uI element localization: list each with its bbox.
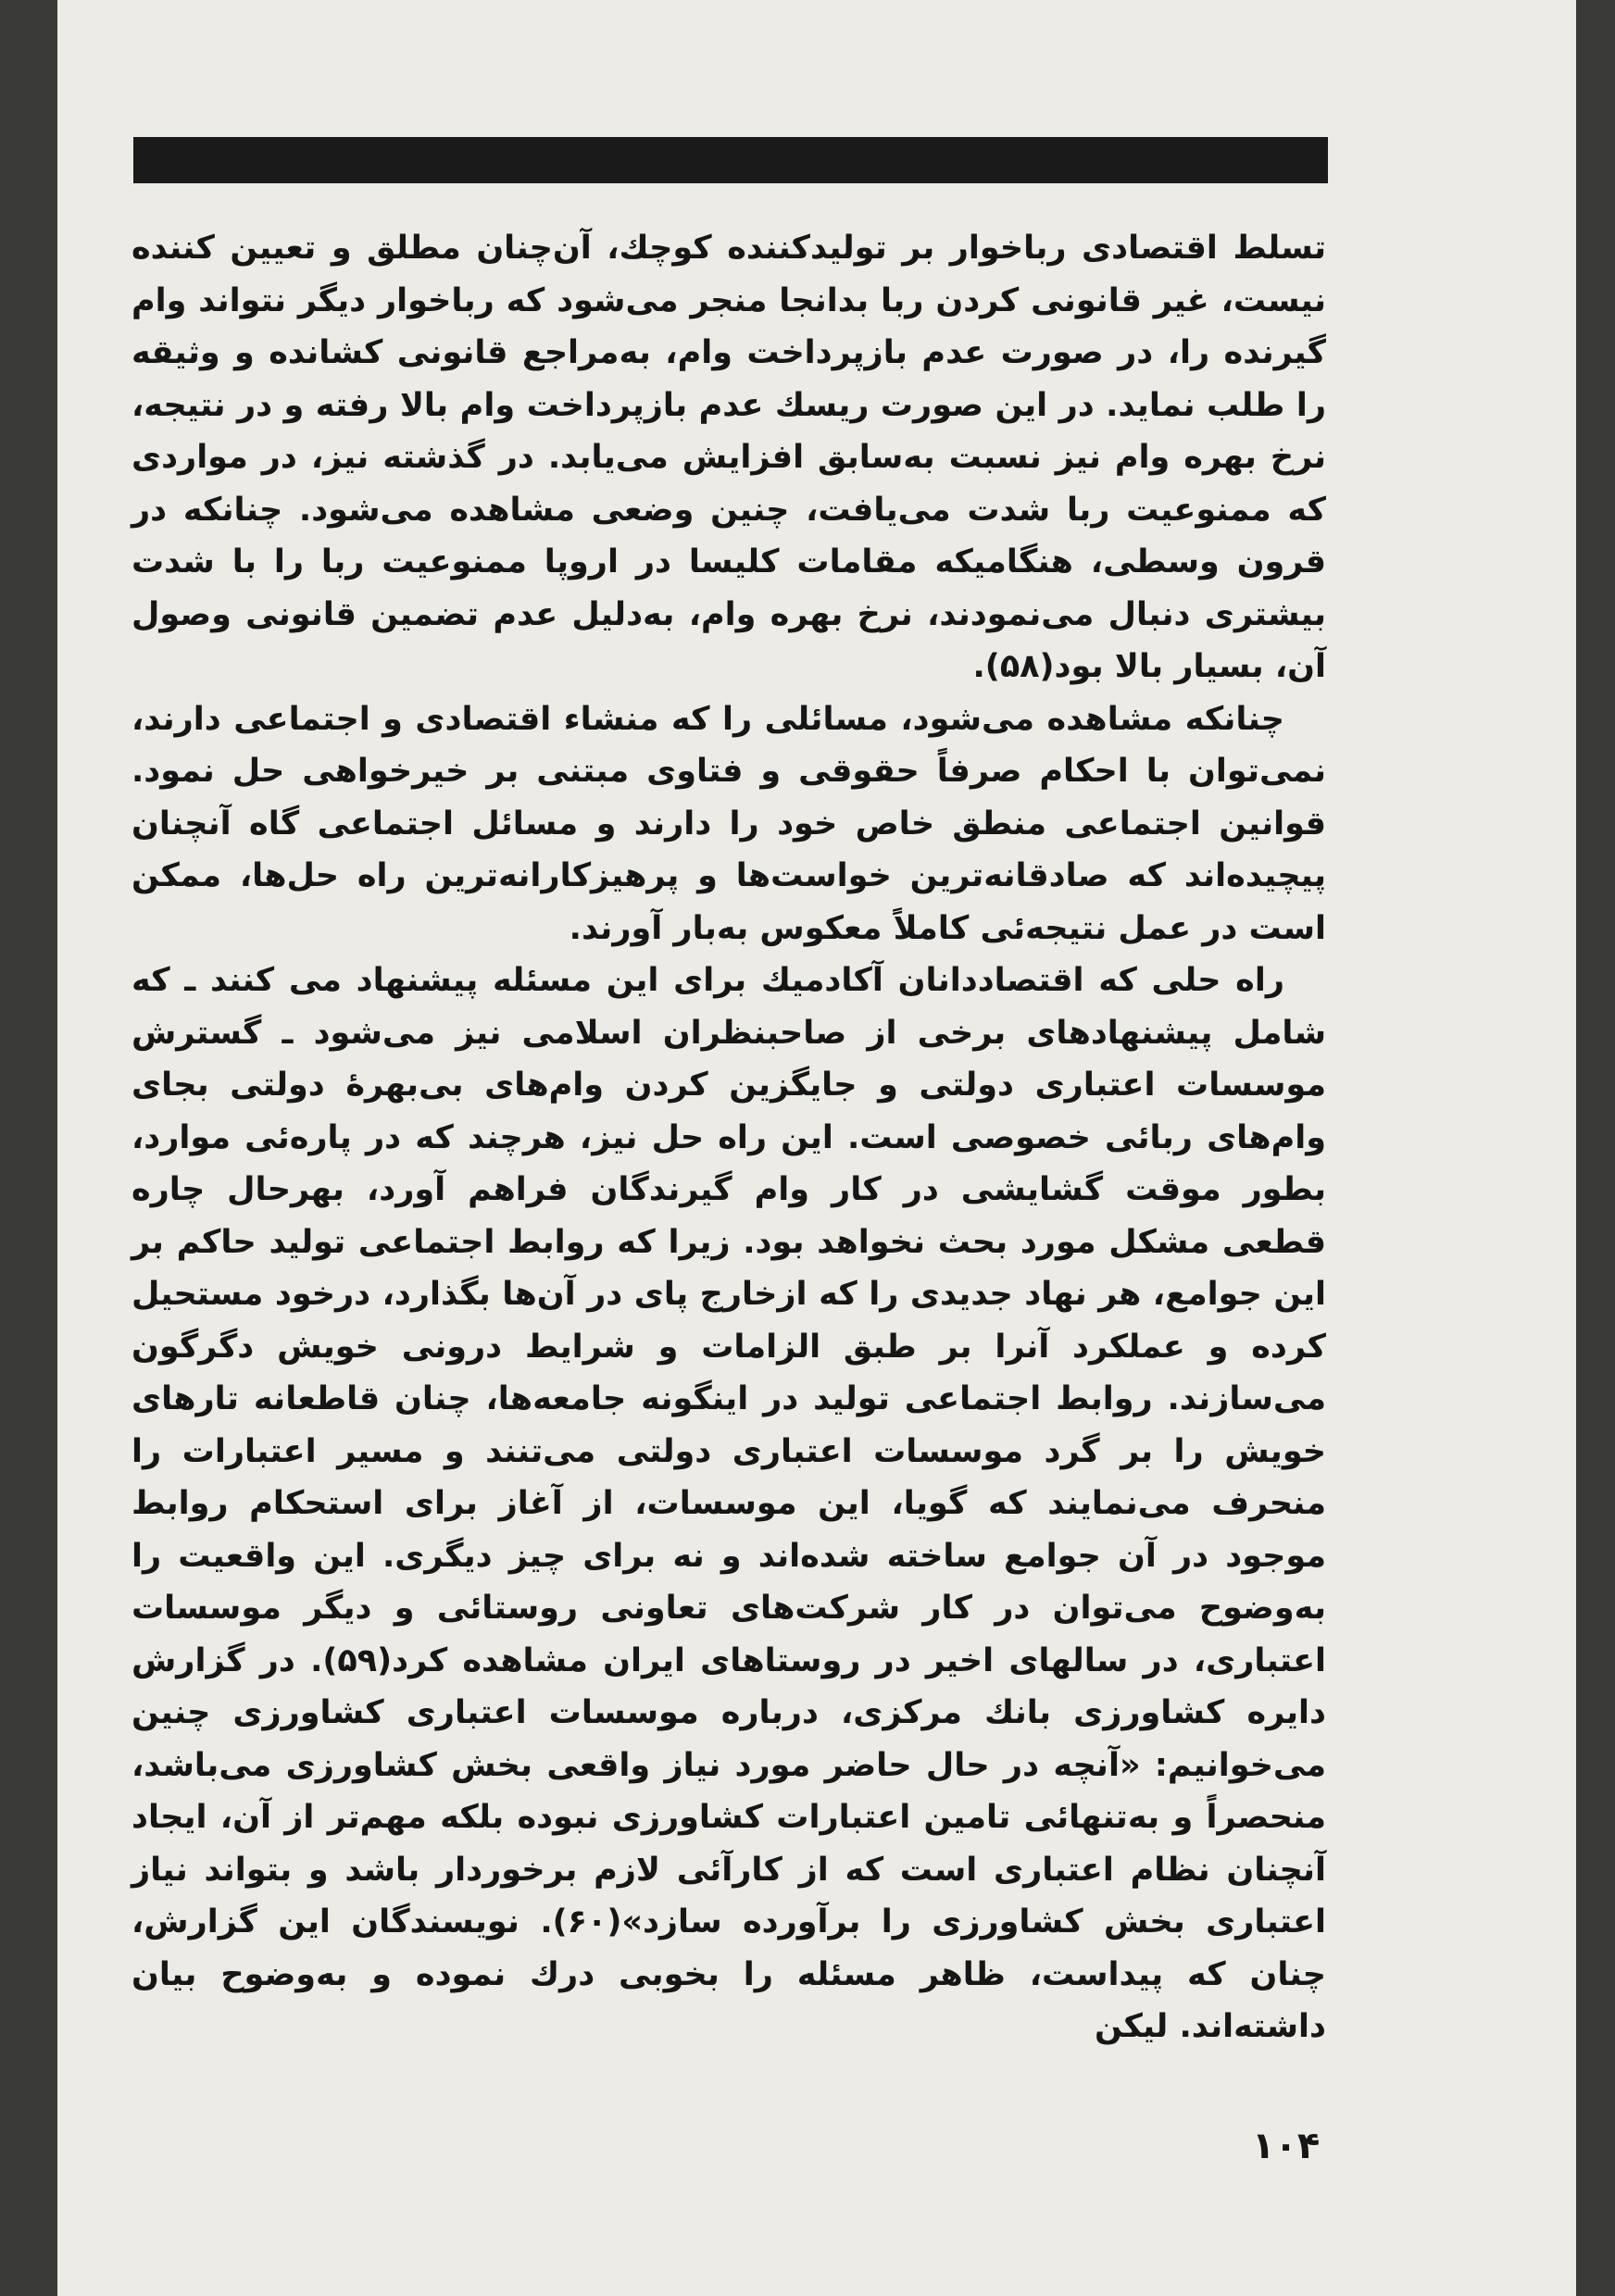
header-rule — [133, 137, 1328, 183]
paragraph: راه حلی که اقتصاددانان آکادمیك برای این مسئله پیشنهاد می کنند ـ که شامل پیشنهادهای برخی از صاحبنظران اسلامی نیز می‌شود ـ گسترش موسسات اعتباری دولتی و جایگزین کردن وام‌های بی‌بهرهٔ دولتی بجای وام‌های ربائی خصوصی است. این راه حل نیز، هرچند که در پاره‌ئی موارد، بطور موقت گشایشی در کار وام گیرندگان فراهم آورد، بهرحال چاره قطعی مشکل مورد بحث نخواهد بود. زیرا که روابط اجتماعی تولید حاکم بر این جوامع، هر نهاد جدیدی را که ازخارج پای در آن‌ها بگذارد، درخود مستحیل کرده و عملکرد آنرا بر طبق الزامات و شرایط درونی خویش دگرگون می‌سازند. روابط اجتماعی تولید در اینگونه جامعه‌ها، چنان قاطعانه تارهای خویش را بر گرد موسسات اعتباری دولتی می‌تنند و مسیر اعتبارات را منحرف می‌نمایند که گویا، این موسسات، از آغاز برای استحکام روابط موجود در آن جوامع ساخته شده‌اند و نه برای چیز دیگری. این واقعیت را به‌وضوح می‌توان در کار شرکت‌های تعاونی روستائی و دیگر موسسات اعتباری، در سالهای اخیر در روستاهای ایران مشاهده کرد(۵۹). در گزارش دایره کشاورزی بانك مرکزی، درباره موسسات اعتباری کشاورزی چنین می‌خوانیم: «آنچه در حال حاضر مورد نیاز واقعی بخش کشاورزی می‌باشد، منحصراً و به‌تنهائی تامین اعتبارات کشاورزی نبوده بلکه مهم‌تر از آن، ایجاد آنچنان نظام اعتباری است که از کارآئی لازم برخوردار باشد و بتواند نیاز اعتباری بخش کشاورزی را برآورده سازد»(۶۰). نویسندگان این گزارش، چنان که پیداست، ظاهر مسئله را بخوبی درك نموده و به‌وضوح بیان داشته‌اند. لیکن — [131, 962, 1326, 2045]
body-text — [131, 222, 1326, 2053]
page-number: ۱۰۴ — [1252, 2125, 1321, 2167]
paragraph: تسلط اقتصادی رباخوار بر تولیدکننده کوچك، آن‌چنان مطلق و تعیین کننده نیست، غیر قانونی کردن ربا بدانجا منجر می‌شود که رباخوار دیگر نتواند وام گیرنده را، در صورت عدم بازپرداخت وام، به‌مراجع قانونی کشانده و وثیقه را طلب نماید. در این صورت ریسك عدم بازپرداخت وام بالا رفته و در نتیجه، نرخ بهره وام نیز نسبت به‌سابق افزایش می‌یابد. در گذشته نیز، در مواردی که ممنوعیت ربا شدت می‌یافت، چنین وضعی مشاهده می‌شود. چنانکه در قرون وسطی، هنگامیکه مقامات کلیسا در اروپا ممنوعیت ربا را با شدت بیشتری دنبال می‌نمودند، نرخ بهره وام، به‌دلیل عدم تضمین قانونی وصول آن، بسیار بالا بود(۵۸). — [131, 230, 1326, 685]
paragraph: چنانکه مشاهده می‌شود، مسائلی را که منشاء اقتصادی و اجتماعی دارند، نمی‌توان با احکام صرفاً حقوقی و فتاوی مبتنی بر خیرخواهی حل نمود. قوانین اجتماعی منطق خاص خود را دارند و مسائل اجتماعی گاه آنچنان پیچیده‌اند که صادقانه‌ترین خواست‌ها و پرهیزکارانه‌ترین راه حل‌ها، ممکن است در عمل نتیجه‌ئی کاملاً معکوس به‌بار آورند. — [131, 700, 1326, 947]
document-page — [57, 0, 1576, 2296]
